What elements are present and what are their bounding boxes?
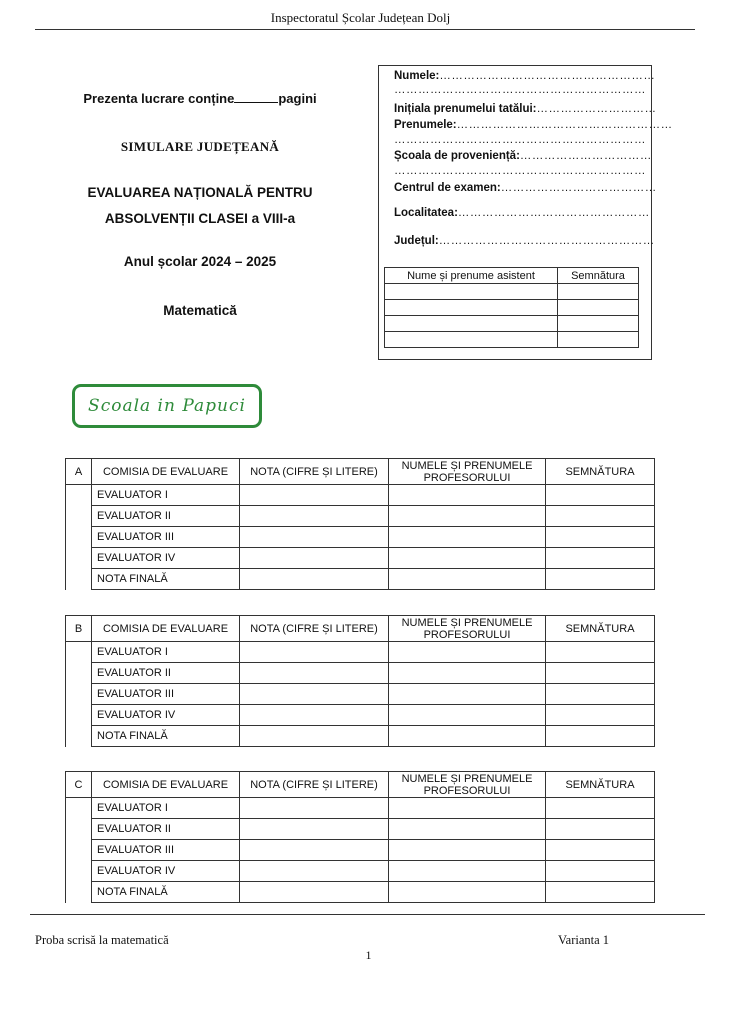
evaluator-label: EVALUATOR I: [92, 642, 240, 663]
grade-cell[interactable]: [240, 798, 389, 819]
signature-cell[interactable]: [546, 663, 655, 684]
grading-table-c: [65, 771, 655, 903]
evaluator-label: EVALUATOR IV: [92, 705, 240, 726]
grade-header: NOTA (CIFRE ȘI LITERE): [240, 459, 389, 485]
teacher-name-cell[interactable]: [389, 861, 546, 882]
scoala-in-papuci-logo: [72, 384, 262, 428]
teacher-name-cell[interactable]: [389, 705, 546, 726]
id-field-father-initial[interactable]: [394, 103, 657, 115]
evaluator-label: EVALUATOR III: [92, 684, 240, 705]
evaluator-label: EVALUATOR IV: [92, 861, 240, 882]
id-field-name-cont[interactable]: [394, 84, 646, 96]
assistant-row: [385, 332, 639, 348]
signature-cell[interactable]: [546, 569, 655, 590]
assistant-name-header: Nume și prenume asistent: [385, 268, 558, 284]
signature-cell[interactable]: [546, 642, 655, 663]
letter-spacer-cell: [66, 861, 92, 882]
id-field-label: Numele:: [394, 70, 440, 82]
assistant-name-cell[interactable]: [385, 332, 558, 348]
assistant-name-cell[interactable]: [385, 284, 558, 300]
teacher-name-cell[interactable]: [389, 726, 546, 747]
grading-table-letter: B: [66, 616, 92, 642]
grading-row: [66, 663, 655, 684]
letter-spacer-cell: [66, 548, 92, 569]
letter-spacer-cell: [66, 663, 92, 684]
id-field-exam-center[interactable]: [394, 182, 657, 194]
footer-divider: [30, 914, 705, 915]
grade-header: NOTA (CIFRE ȘI LITERE): [240, 772, 389, 798]
teacher-name-cell[interactable]: [389, 663, 546, 684]
teacher-name-cell[interactable]: [389, 485, 546, 506]
header-divider: [35, 29, 695, 30]
grade-cell[interactable]: [240, 548, 389, 569]
teacher-name-cell[interactable]: [389, 684, 546, 705]
evaluator-label: EVALUATOR III: [92, 527, 240, 548]
id-field-dots: ………………………………………………………: [394, 134, 646, 146]
grading-row: [66, 840, 655, 861]
id-field-locality[interactable]: [394, 207, 650, 219]
teacher-name-cell[interactable]: [389, 642, 546, 663]
grade-cell[interactable]: [240, 705, 389, 726]
id-field-label: Prenumele:: [394, 119, 457, 131]
letter-spacer-cell: [66, 569, 92, 590]
id-field-dots: ………………………………………………: [456, 119, 673, 131]
grading-row: [66, 527, 655, 548]
signature-cell[interactable]: [546, 861, 655, 882]
id-field-dots: ………………………………………………: [439, 70, 656, 82]
assistant-signature-cell[interactable]: [558, 300, 639, 316]
grade-cell[interactable]: [240, 527, 389, 548]
grading-row: [66, 684, 655, 705]
grading-table-header: [66, 616, 655, 642]
commission-header: COMISIA DE EVALUARE: [92, 772, 240, 798]
grading-row: [66, 861, 655, 882]
id-field-dots: ………………………………………………: [438, 235, 655, 247]
evaluator-label: NOTA FINALĂ: [92, 726, 240, 747]
signature-header: SEMNĂTURA: [546, 772, 655, 798]
assistant-row: [385, 300, 639, 316]
grade-cell[interactable]: [240, 861, 389, 882]
teacher-name-cell[interactable]: [389, 798, 546, 819]
letter-spacer-cell: [66, 485, 92, 506]
evaluator-label: EVALUATOR I: [92, 798, 240, 819]
id-field-dots: ……………………………: [519, 150, 652, 162]
assistant-signature-cell[interactable]: [558, 284, 639, 300]
grading-row: [66, 882, 655, 903]
grading-row: [66, 506, 655, 527]
grade-header: NOTA (CIFRE ȘI LITERE): [240, 616, 389, 642]
letter-spacer-cell: [66, 642, 92, 663]
grading-row: [66, 819, 655, 840]
letter-spacer-cell: [66, 798, 92, 819]
evaluator-label: EVALUATOR II: [92, 819, 240, 840]
grade-cell[interactable]: [240, 726, 389, 747]
id-field-dots: ………………………………………………………: [394, 165, 646, 177]
id-field-label: Județul:: [394, 235, 439, 247]
grading-row: [66, 798, 655, 819]
assistant-row: [385, 316, 639, 332]
letter-spacer-cell: [66, 882, 92, 903]
signature-header: SEMNĂTURA: [546, 459, 655, 485]
assistant-table-header: [385, 268, 639, 284]
id-field-county[interactable]: [394, 235, 655, 247]
commission-header: COMISIA DE EVALUARE: [92, 459, 240, 485]
teacher-name-cell[interactable]: [389, 569, 546, 590]
teacher-name-cell[interactable]: [389, 506, 546, 527]
grade-cell[interactable]: [240, 684, 389, 705]
grade-cell[interactable]: [240, 840, 389, 861]
grading-table-letter: A: [66, 459, 92, 485]
teacher-name-header: NUMELE ȘI PRENUMELE PROFESORULUI: [389, 772, 546, 798]
signature-cell[interactable]: [546, 705, 655, 726]
teacher-name-cell[interactable]: [389, 819, 546, 840]
signature-cell[interactable]: [546, 840, 655, 861]
page-number: 1: [365, 948, 372, 962]
grade-cell[interactable]: [240, 663, 389, 684]
assistant-signature-cell[interactable]: [558, 316, 639, 332]
id-field-first-name-cont[interactable]: [394, 134, 646, 146]
grading-table-a: [65, 458, 655, 590]
teacher-name-cell[interactable]: [389, 548, 546, 569]
assistant-signature-cell[interactable]: [558, 332, 639, 348]
id-field-school[interactable]: [394, 150, 652, 162]
page-count-blank[interactable]: [234, 92, 278, 103]
letter-spacer-cell: [66, 705, 92, 726]
id-field-label: Inițiala prenumelui tatălui:: [394, 103, 537, 115]
grading-row: [66, 642, 655, 663]
grade-cell[interactable]: [240, 569, 389, 590]
signature-cell[interactable]: [546, 684, 655, 705]
grade-cell[interactable]: [240, 485, 389, 506]
signature-cell[interactable]: [546, 882, 655, 903]
id-field-dots: ………………………………………………………: [394, 84, 646, 96]
signature-cell[interactable]: [546, 726, 655, 747]
footer-variant: Varianta 1: [558, 933, 610, 947]
footer-subject: Proba scrisă la matematică: [35, 933, 169, 947]
signature-cell[interactable]: [546, 819, 655, 840]
page-count-suffix: pagini: [278, 91, 317, 106]
grading-row: [66, 705, 655, 726]
id-field-label: Școala de proveniență:: [394, 150, 520, 162]
page-count-prefix: Prezenta lucrare conține: [83, 91, 235, 106]
evaluator-label: NOTA FINALĂ: [92, 882, 240, 903]
signature-cell[interactable]: [546, 506, 655, 527]
id-field-label: Localitatea:: [394, 207, 458, 219]
grading-table-header: [66, 459, 655, 485]
grading-row: [66, 548, 655, 569]
signature-header: SEMNĂTURA: [546, 616, 655, 642]
assistant-name-cell[interactable]: [385, 300, 558, 316]
grading-table-header: [66, 772, 655, 798]
commission-header: COMISIA DE EVALUARE: [92, 616, 240, 642]
grading-table-b: [65, 615, 655, 747]
teacher-name-cell[interactable]: [389, 840, 546, 861]
simulation-title: SIMULARE JUDEȚEANĂ: [120, 139, 280, 154]
teacher-name-cell[interactable]: [389, 527, 546, 548]
signature-cell[interactable]: [546, 485, 655, 506]
grading-row: [66, 569, 655, 590]
grade-cell[interactable]: [240, 642, 389, 663]
teacher-name-header: NUMELE ȘI PRENUMELE PROFESORULUI: [389, 616, 546, 642]
signature-cell[interactable]: [546, 798, 655, 819]
letter-spacer-cell: [66, 840, 92, 861]
subject-title: Matematică: [163, 303, 237, 318]
id-field-label: Centrul de examen:: [394, 182, 501, 194]
letter-spacer-cell: [66, 684, 92, 705]
letter-spacer-cell: [66, 527, 92, 548]
signature-cell[interactable]: [546, 548, 655, 569]
teacher-name-cell[interactable]: [389, 882, 546, 903]
id-field-school-cont[interactable]: [394, 165, 646, 177]
signature-cell[interactable]: [546, 527, 655, 548]
assistant-table: [384, 267, 639, 348]
evaluator-label: EVALUATOR II: [92, 663, 240, 684]
id-field-dots: …………………………………: [500, 182, 657, 194]
id-field-first-name[interactable]: [394, 119, 673, 131]
evaluator-label: EVALUATOR III: [92, 840, 240, 861]
letter-spacer-cell: [66, 506, 92, 527]
page-count-line: [55, 91, 345, 106]
evaluator-label: EVALUATOR IV: [92, 548, 240, 569]
id-field-name[interactable]: [394, 70, 656, 82]
evaluation-title-line1: EVALUAREA NAȚIONALĂ PENTRU: [87, 185, 313, 200]
evaluator-label: EVALUATOR II: [92, 506, 240, 527]
grading-row: [66, 485, 655, 506]
teacher-name-header: NUMELE ȘI PRENUMELE PROFESORULUI: [389, 459, 546, 485]
assistant-name-cell[interactable]: [385, 316, 558, 332]
grade-cell[interactable]: [240, 882, 389, 903]
evaluation-title-line2: ABSOLVENȚII CLASEI a VIII-a: [104, 211, 296, 226]
grade-cell[interactable]: [240, 819, 389, 840]
letter-spacer-cell: [66, 819, 92, 840]
letter-spacer-cell: [66, 726, 92, 747]
grading-row: [66, 726, 655, 747]
evaluator-label: EVALUATOR I: [92, 485, 240, 506]
school-year: Anul școlar 2024 – 2025: [123, 254, 277, 269]
assistant-row: [385, 284, 639, 300]
id-field-dots: …………………………: [536, 103, 657, 115]
evaluator-label: NOTA FINALĂ: [92, 569, 240, 590]
assistant-signature-header: Semnătura: [558, 268, 639, 284]
logo-text: Scoala in Papuci: [88, 396, 246, 416]
id-field-dots: …………………………………………: [457, 207, 650, 219]
grading-table-letter: C: [66, 772, 92, 798]
header-title: Inspectoratul Școlar Județean Dolj: [270, 10, 451, 25]
grade-cell[interactable]: [240, 506, 389, 527]
